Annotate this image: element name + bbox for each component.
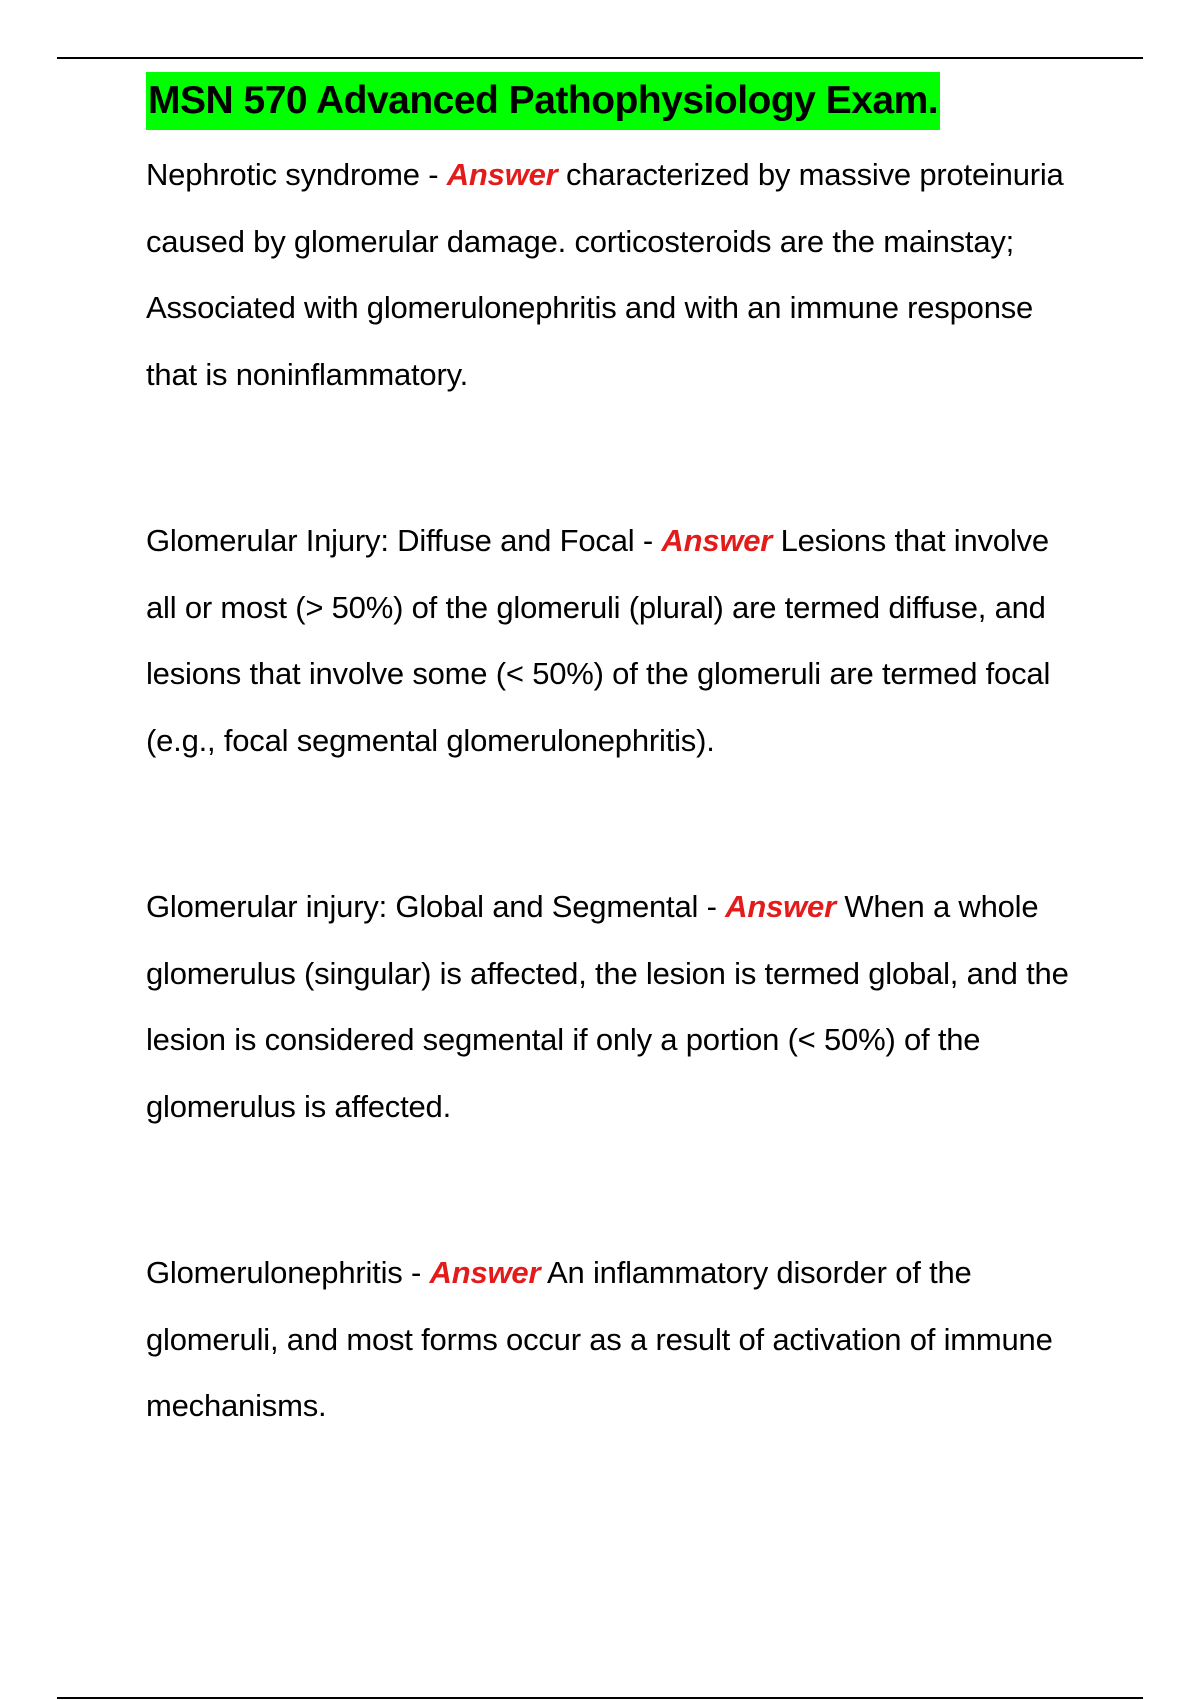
entry-definition: When a whole glomerulus (singular) is affected, the lesion is termed global, and the lesion is considered segmental if only a portion (< 50%) of the glomerulus is affected.	[146, 889, 1069, 1124]
answer-label: Answer	[429, 1255, 541, 1290]
entry-definition: An inflammatory disorder of the glomeruli, and most forms occur as a result of activation of immune mechanisms.	[146, 1255, 1053, 1423]
entry-term: Glomerular injury: Global and Segmental -	[146, 889, 726, 924]
entry-definition: characterized by massive proteinuria caused by glomerular damage. corticosteroids are the mainstay; Associated with glomerulonephritis and with an immune response that is noninflammatory.	[146, 157, 1064, 392]
entry-glomerulonephritis	[146, 1240, 1076, 1440]
top-rule	[57, 57, 1143, 59]
bottom-rule	[57, 1697, 1143, 1699]
entry-term: Glomerular Injury: Diffuse and Focal -	[146, 523, 662, 558]
document-title: MSN 570 Advanced Pathophysiology Exam.	[146, 72, 940, 130]
entry-term: Nephrotic syndrome -	[146, 157, 447, 192]
entry-definition: Lesions that involve all or most (> 50%) of the glomeruli (plural) are termed diffuse, and lesions that involve some (< 50%) of the glomeruli are termed focal (e.g., focal segmental glomerulonephritis).	[146, 523, 1051, 758]
document-page	[146, 72, 1076, 1440]
answer-label: Answer	[661, 523, 773, 558]
entry-glomerular-injury-diffuse-focal	[146, 508, 1076, 774]
answer-label: Answer	[725, 889, 836, 924]
entry-term: Glomerulonephritis -	[146, 1255, 430, 1290]
answer-label: Answer	[446, 157, 558, 192]
entry-glomerular-injury-global-segmental	[146, 874, 1076, 1140]
entry-nephrotic-syndrome	[146, 142, 1076, 408]
